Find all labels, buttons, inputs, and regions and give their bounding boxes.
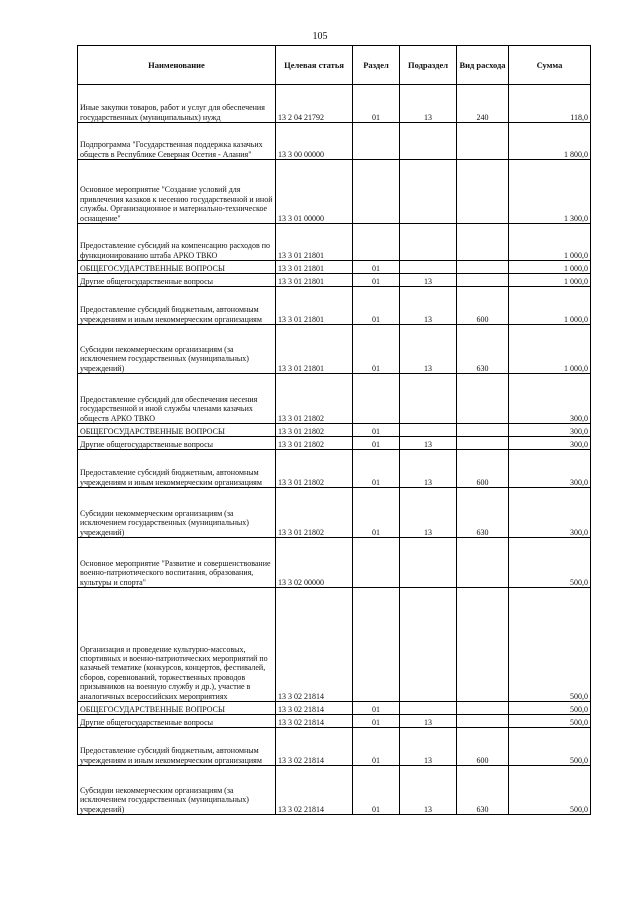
- row-expense-type-cell: [457, 538, 509, 588]
- row-target-article-cell: 13 3 01 21802: [276, 374, 353, 424]
- row-expense-type-cell: [457, 424, 509, 437]
- row-subsection-cell: [400, 374, 457, 424]
- table-row: [78, 261, 591, 274]
- row-target-article-cell: 13 3 01 21801: [276, 224, 353, 261]
- row-section-cell: [353, 374, 400, 424]
- row-section-cell: 01: [353, 450, 400, 488]
- table-row: [78, 450, 591, 488]
- row-section-cell: 01: [353, 325, 400, 374]
- row-subsection-cell: 13: [400, 450, 457, 488]
- row-subsection-cell: [400, 261, 457, 274]
- row-expense-type-cell: 600: [457, 728, 509, 766]
- table-row: [78, 728, 591, 766]
- row-expense-type-cell: 630: [457, 325, 509, 374]
- row-target-article-cell: 13 3 01 21802: [276, 450, 353, 488]
- row-section-cell: [353, 224, 400, 261]
- row-subsection-cell: [400, 588, 457, 702]
- row-subsection-cell: [400, 123, 457, 160]
- row-section-cell: 01: [353, 437, 400, 450]
- row-sum-cell: 300,0: [509, 437, 591, 450]
- row-sum-cell: 1 000,0: [509, 287, 591, 325]
- row-subsection-cell: 13: [400, 766, 457, 815]
- row-section-cell: 01: [353, 728, 400, 766]
- table-row: [78, 85, 591, 123]
- row-name-cell: Подпрограмма "Государственная поддержка казачьих обществ в Республике Северная Осетия - Алания": [78, 123, 276, 160]
- row-name-cell: Основное мероприятие "Развитие и совершенствование военно-патриотического воспитания, образования, культуры и спорта": [78, 538, 276, 588]
- row-target-article-cell: 13 3 01 21802: [276, 488, 353, 538]
- row-target-article-cell: 13 3 02 00000: [276, 538, 353, 588]
- row-target-article-cell: 13 3 01 21801: [276, 287, 353, 325]
- row-target-article-cell: 13 3 00 00000: [276, 123, 353, 160]
- table-row: [78, 488, 591, 538]
- row-subsection-cell: [400, 224, 457, 261]
- row-target-article-cell: 13 3 01 21801: [276, 325, 353, 374]
- row-subsection-cell: [400, 424, 457, 437]
- row-section-cell: 01: [353, 766, 400, 815]
- table-row: [78, 715, 591, 728]
- row-name-cell: Предоставление субсидий на компенсацию расходов по функционированию штаба АРКО ТВКО: [78, 224, 276, 261]
- row-subsection-cell: [400, 160, 457, 224]
- table-row: [78, 588, 591, 702]
- row-subsection-cell: 13: [400, 325, 457, 374]
- table-header-row: [78, 46, 591, 85]
- row-target-article-cell: 13 3 01 00000: [276, 160, 353, 224]
- row-section-cell: 01: [353, 85, 400, 123]
- row-expense-type-cell: [457, 702, 509, 715]
- row-subsection-cell: [400, 538, 457, 588]
- row-name-cell: Организация и проведение культурно-массовых, спортивных и военно-патриотических мероприятий по казачьей тематике (конкурсов, концертов, фестивалей, сборов, соревнований, торжественных проводов призывников на военную службу и др.), участие в аналогичных всероссийских мероприятиях: [78, 588, 276, 702]
- row-expense-type-cell: 630: [457, 766, 509, 815]
- page-number: 105: [312, 31, 328, 42]
- row-name-cell: Предоставление субсидий бюджетным, автономным учреждениям и иным некоммерческим организациям: [78, 728, 276, 766]
- row-section-cell: [353, 588, 400, 702]
- table-row: [78, 224, 591, 261]
- row-expense-type-cell: 600: [457, 287, 509, 325]
- row-expense-type-cell: [457, 715, 509, 728]
- header-subsection: Подраздел: [400, 46, 457, 85]
- row-name-cell: Иные закупки товаров, работ и услуг для обеспечения государственных (муниципальных) нужд: [78, 85, 276, 123]
- table-row: [78, 766, 591, 815]
- row-sum-cell: 500,0: [509, 728, 591, 766]
- row-subsection-cell: 13: [400, 437, 457, 450]
- table-row: [78, 374, 591, 424]
- row-target-article-cell: 13 3 01 21801: [276, 261, 353, 274]
- row-sum-cell: 300,0: [509, 374, 591, 424]
- table-row: [78, 325, 591, 374]
- row-name-cell: Другие общегосударственные вопросы: [78, 715, 276, 728]
- row-sum-cell: 1 000,0: [509, 274, 591, 287]
- row-name-cell: Субсидии некоммерческим организациям (за исключением государственных (муниципальных) учреждений): [78, 488, 276, 538]
- row-section-cell: [353, 160, 400, 224]
- row-name-cell: Другие общегосударственные вопросы: [78, 437, 276, 450]
- row-name-cell: Основное мероприятие "Создание условий для привлечения казаков к несению государственной и иной службы. Организационное и материально-техническое оснащение": [78, 160, 276, 224]
- row-sum-cell: 300,0: [509, 450, 591, 488]
- row-section-cell: [353, 538, 400, 588]
- row-name-cell: Предоставление субсидий бюджетным, автономным учреждениям и иным некоммерческим организациям: [78, 450, 276, 488]
- row-section-cell: [353, 123, 400, 160]
- row-subsection-cell: [400, 702, 457, 715]
- row-sum-cell: 500,0: [509, 588, 591, 702]
- row-sum-cell: 118,0: [509, 85, 591, 123]
- row-subsection-cell: 13: [400, 488, 457, 538]
- row-target-article-cell: 13 3 02 21814: [276, 728, 353, 766]
- header-expense-type: Вид расхода: [457, 46, 509, 85]
- row-name-cell: Другие общегосударственные вопросы: [78, 274, 276, 287]
- row-section-cell: 01: [353, 488, 400, 538]
- row-sum-cell: 1 800,0: [509, 123, 591, 160]
- row-subsection-cell: 13: [400, 85, 457, 123]
- row-target-article-cell: 13 3 01 21801: [276, 274, 353, 287]
- row-name-cell: Предоставление субсидий бюджетным, автономным учреждениям и иным некоммерческим организациям: [78, 287, 276, 325]
- row-sum-cell: 500,0: [509, 702, 591, 715]
- row-section-cell: 01: [353, 274, 400, 287]
- row-name-cell: Субсидии некоммерческим организациям (за исключением государственных (муниципальных) учреждений): [78, 325, 276, 374]
- row-expense-type-cell: 630: [457, 488, 509, 538]
- row-target-article-cell: 13 3 02 21814: [276, 702, 353, 715]
- row-target-article-cell: 13 2 04 21792: [276, 85, 353, 123]
- row-target-article-cell: 13 3 02 21814: [276, 715, 353, 728]
- table-row: [78, 437, 591, 450]
- row-sum-cell: 500,0: [509, 766, 591, 815]
- row-sum-cell: 1 000,0: [509, 325, 591, 374]
- table-row: [78, 287, 591, 325]
- row-section-cell: 01: [353, 715, 400, 728]
- table-row: [78, 160, 591, 224]
- table-row: [78, 274, 591, 287]
- row-sum-cell: 500,0: [509, 715, 591, 728]
- row-expense-type-cell: [457, 374, 509, 424]
- row-target-article-cell: 13 3 02 21814: [276, 588, 353, 702]
- table-row: [78, 123, 591, 160]
- row-name-cell: ОБЩЕГОСУДАРСТВЕННЫЕ ВОПРОСЫ: [78, 702, 276, 715]
- row-section-cell: 01: [353, 424, 400, 437]
- row-expense-type-cell: [457, 588, 509, 702]
- table-row: [78, 538, 591, 588]
- row-sum-cell: 1 000,0: [509, 261, 591, 274]
- row-subsection-cell: 13: [400, 287, 457, 325]
- header-sum: Сумма: [509, 46, 591, 85]
- table-row: [78, 702, 591, 715]
- row-target-article-cell: 13 3 01 21802: [276, 437, 353, 450]
- header-name: Наименование: [78, 46, 276, 85]
- budget-table: [77, 45, 591, 815]
- row-expense-type-cell: [457, 437, 509, 450]
- row-sum-cell: 1 000,0: [509, 224, 591, 261]
- row-sum-cell: 500,0: [509, 538, 591, 588]
- row-sum-cell: 300,0: [509, 424, 591, 437]
- row-name-cell: ОБЩЕГОСУДАРСТВЕННЫЕ ВОПРОСЫ: [78, 424, 276, 437]
- row-subsection-cell: 13: [400, 715, 457, 728]
- header-section: Раздел: [353, 46, 400, 85]
- row-expense-type-cell: [457, 123, 509, 160]
- row-name-cell: ОБЩЕГОСУДАРСТВЕННЫЕ ВОПРОСЫ: [78, 261, 276, 274]
- row-target-article-cell: 13 3 02 21814: [276, 766, 353, 815]
- table-row: [78, 424, 591, 437]
- row-target-article-cell: 13 3 01 21802: [276, 424, 353, 437]
- row-name-cell: Предоставление субсидий для обеспечения несения государственной и иной службы членами казачьих обществ АРКО ТВКО: [78, 374, 276, 424]
- row-expense-type-cell: [457, 274, 509, 287]
- row-name-cell: Субсидии некоммерческим организациям (за исключением государственных (муниципальных) учреждений): [78, 766, 276, 815]
- row-expense-type-cell: [457, 160, 509, 224]
- row-expense-type-cell: [457, 224, 509, 261]
- row-expense-type-cell: 600: [457, 450, 509, 488]
- row-expense-type-cell: [457, 261, 509, 274]
- row-sum-cell: 1 300,0: [509, 160, 591, 224]
- row-subsection-cell: 13: [400, 728, 457, 766]
- row-sum-cell: 300,0: [509, 488, 591, 538]
- row-section-cell: 01: [353, 702, 400, 715]
- row-expense-type-cell: 240: [457, 85, 509, 123]
- row-subsection-cell: 13: [400, 274, 457, 287]
- header-target-article: Целевая статья: [276, 46, 353, 85]
- row-section-cell: 01: [353, 287, 400, 325]
- row-section-cell: 01: [353, 261, 400, 274]
